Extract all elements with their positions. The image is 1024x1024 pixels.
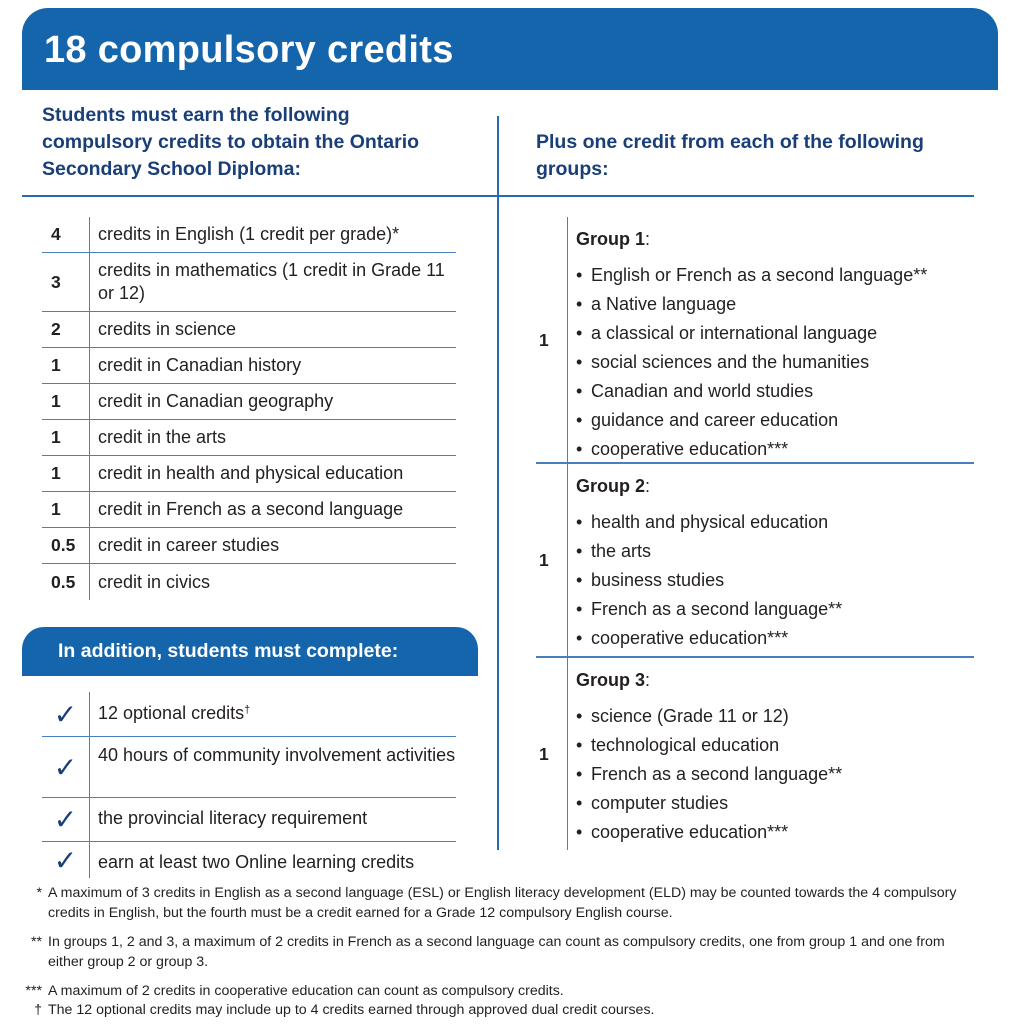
credit-amount: 1: [42, 492, 90, 527]
credit-row: [42, 420, 456, 456]
list-item-text: cooperative education***: [591, 822, 789, 842]
list-item: • French as a second language**: [576, 764, 843, 784]
requirement-label: earn at least two Online learning credits: [98, 852, 415, 872]
page-banner: [22, 8, 998, 90]
credit-amount: 1: [42, 384, 90, 419]
list-item: • social sciences and the humanities: [576, 352, 870, 372]
credit-row: [42, 492, 456, 528]
group-title-text: Group 2: [576, 476, 646, 496]
addition-title: In addition, students must complete:: [58, 640, 399, 662]
dagger-mark: †: [244, 704, 251, 716]
footnote-text: The 12 optional credits may include up to 4 credits earned through approved dual credit courses.: [48, 1002, 655, 1018]
list-item: • cooperative education***: [576, 439, 789, 459]
requirement-label: the provincial literacy requirement: [98, 808, 368, 828]
credit-amount: 3: [42, 253, 90, 311]
requirement-row: [42, 692, 456, 737]
addition-banner: [22, 627, 478, 676]
checkmark-icon: ✓: [42, 737, 90, 797]
list-item: • cooperative education***: [576, 628, 789, 648]
heading-rule-right: [498, 195, 974, 197]
credit-row: [42, 253, 456, 312]
credit-description: credits in mathematics (1 credit in Grade 11 or 12): [98, 260, 445, 303]
checkmark-icon: ✓: [42, 798, 90, 841]
column-divider: [497, 116, 499, 850]
credit-amount: 1: [42, 456, 90, 491]
credit-description: credit in the arts: [98, 427, 227, 447]
credit-description: credit in French as a second language: [98, 499, 404, 519]
requirement-label: 40 hours of community involvement activities: [98, 745, 456, 765]
list-item: • a Native language: [576, 294, 737, 314]
credit-description: credit in civics: [98, 571, 211, 592]
credit-amount: 4: [42, 217, 90, 252]
list-item-text: cooperative education***: [591, 439, 789, 459]
list-item-text: Canadian and world studies: [591, 381, 814, 401]
credit-row: [42, 312, 456, 348]
heading-rule-left: [22, 195, 498, 197]
credit-row: [42, 564, 456, 600]
requirement-text: [90, 692, 456, 736]
list-item: • Canadian and world studies: [576, 381, 814, 401]
list-item: • technological education: [576, 735, 780, 755]
group-title: Group 1:: [576, 229, 651, 249]
list-item-text: health and physical education: [591, 512, 829, 532]
footnote-mark: **: [30, 934, 42, 950]
list-item-text: computer studies: [591, 793, 729, 813]
group-2-block: [536, 464, 974, 657]
credit-row: [42, 456, 456, 492]
requirement-row: [42, 842, 456, 878]
list-item-text: a Native language: [591, 294, 737, 314]
compulsory-credits-table: [42, 217, 456, 600]
credit-row: [42, 384, 456, 420]
list-item: • computer studies: [576, 793, 729, 813]
list-item: • guidance and career education: [576, 410, 839, 430]
list-item-text: technological education: [591, 735, 780, 755]
additional-requirements-table: [42, 692, 456, 878]
group-credit-amount: 1: [536, 217, 568, 463]
requirement-row: [42, 798, 456, 842]
credit-amount: 1: [42, 348, 90, 383]
group-title-text: Group 1: [576, 229, 646, 249]
list-item: • cooperative education***: [576, 822, 789, 842]
list-item: • the arts: [576, 541, 652, 561]
footnote-mark: †: [34, 1002, 42, 1018]
requirement-label: 12 optional credits: [98, 703, 245, 723]
credit-description: credit in career studies: [98, 535, 280, 555]
group-1-block: [536, 217, 974, 463]
requirement-row: [42, 737, 456, 798]
credit-row: [42, 348, 456, 384]
credit-row: [42, 528, 456, 564]
list-item-text: French as a second language**: [591, 764, 843, 784]
list-item: • business studies: [576, 570, 725, 590]
list-item-text: the arts: [591, 541, 652, 561]
list-item-text: French as a second language**: [591, 599, 843, 619]
list-item-text: cooperative education***: [591, 628, 789, 648]
group-credit-amount: 1: [536, 658, 568, 850]
group-title: Group 2:: [576, 476, 651, 496]
credit-amount: 2: [42, 312, 90, 347]
requirement-text: [90, 737, 456, 797]
requirement-text: [90, 798, 456, 841]
group-3-block: [536, 658, 974, 850]
checkmark-icon: ✓: [42, 842, 90, 878]
checkmark-icon: ✓: [42, 692, 90, 736]
list-item: • health and physical education: [576, 512, 829, 532]
list-item: • a classical or international language: [576, 323, 878, 343]
group-credit-amount: 1: [536, 464, 568, 657]
credit-description: credit in Canadian history: [98, 355, 302, 375]
list-item: • science (Grade 11 or 12): [576, 706, 789, 726]
footnote-text: In groups 1, 2 and 3, a maximum of 2 credits in French as a second language can count as compulsory credits, one from group 1 and one from either group 2 or group 3.: [48, 934, 945, 970]
credit-amount: 0.5: [42, 564, 90, 600]
list-item-text: guidance and career education: [591, 410, 839, 430]
page-title: 18 compulsory credits: [44, 29, 454, 71]
credit-amount: 0.5: [42, 528, 90, 563]
credit-description: credits in English (1 credit per grade)*: [98, 224, 400, 244]
compulsory-credits-heading: Students must earn the following compulsory credits to obtain the Ontario Secondary School Diploma:: [42, 104, 420, 180]
footnote-text: A maximum of 3 credits in English as a second language (ESL) or English literacy development (ELD) may be counted towards the 4 compulsory credits in English, but the fourth must be a credit earned for a Grade 12 compulsory English course.: [48, 885, 957, 921]
list-item-text: business studies: [591, 570, 725, 590]
group-credits-heading: Plus one credit from each of the following groups:: [536, 131, 924, 180]
list-item: • English or French as a second language**: [576, 265, 928, 285]
footnote-text: A maximum of 2 credits in cooperative education can count as compulsory credits.: [48, 983, 564, 999]
group-title: Group 3:: [576, 670, 651, 690]
footnote-mark: *: [36, 885, 42, 901]
credit-description: credit in Canadian geography: [98, 391, 334, 411]
requirement-text: [90, 842, 456, 878]
credit-description: credit in health and physical education: [98, 463, 404, 483]
credit-description: credits in science: [98, 319, 237, 339]
list-item-text: social sciences and the humanities: [591, 352, 870, 372]
list-item-text: a classical or international language: [591, 323, 878, 343]
list-item-text: science (Grade 11 or 12): [591, 706, 789, 726]
list-item: • French as a second language**: [576, 599, 843, 619]
list-item-text: English or French as a second language**: [591, 265, 928, 285]
group-title-text: Group 3: [576, 670, 646, 690]
credit-row: [42, 217, 456, 253]
footnote-mark: ***: [25, 983, 42, 999]
credit-amount: 1: [42, 420, 90, 455]
